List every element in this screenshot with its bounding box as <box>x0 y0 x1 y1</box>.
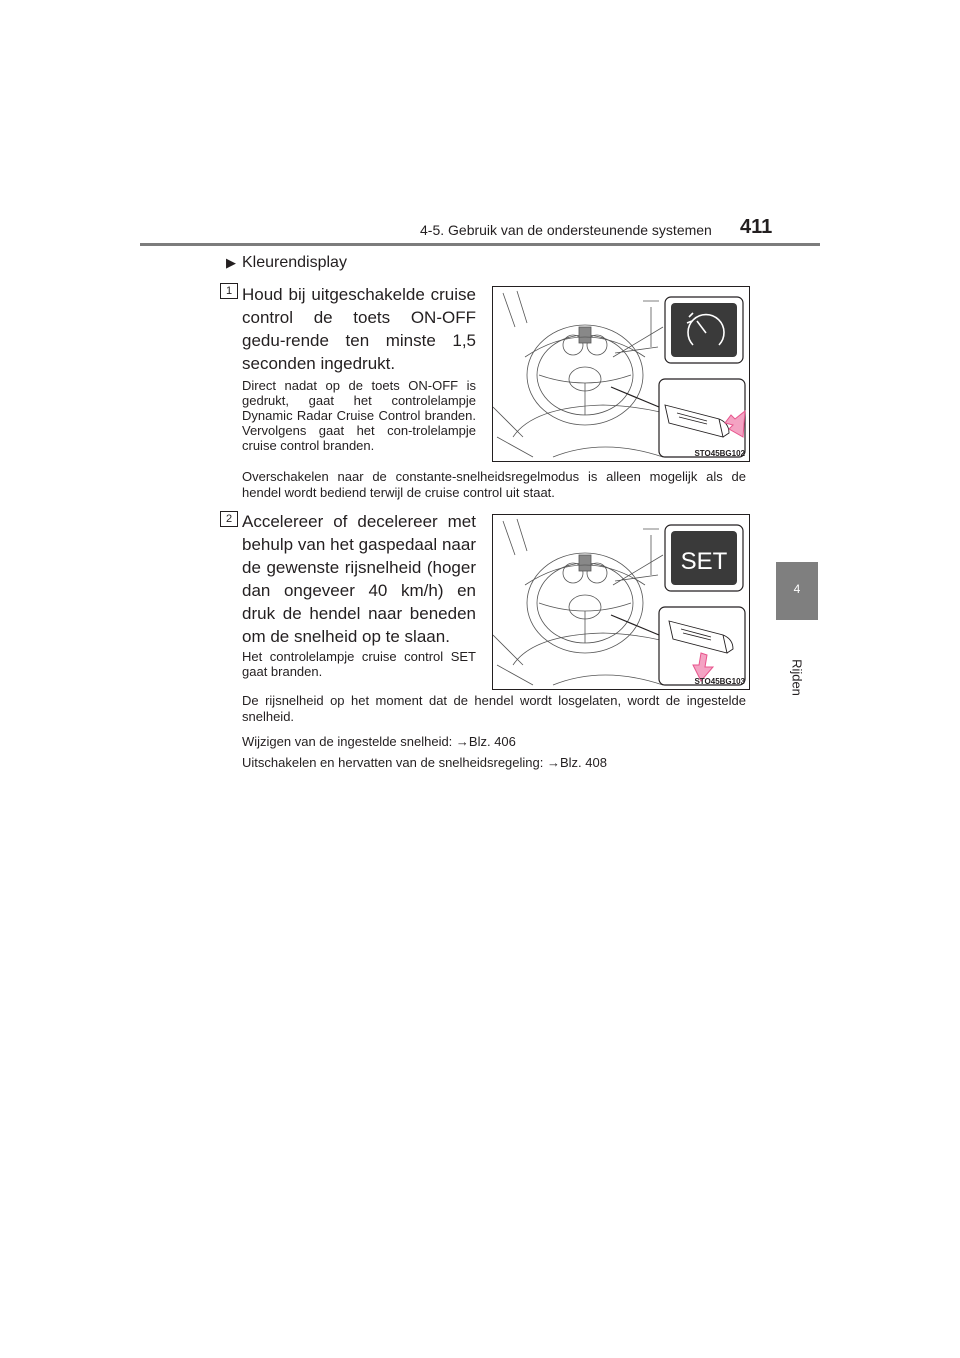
step-title: Houd bij uitgeschakelde cruise control de toets ON-OFF gedu-rende ten minste 1,5 seconden ingedrukt. <box>242 285 476 373</box>
step-title: Accelereer of decelereer met behulp van het gaspedaal naar de gewenste rijsnelheid (hoger dan ongeveer 40 km/h) en druk de hendel naar beneden om de snelheid op te slaan. <box>242 512 476 646</box>
page-number: 411 <box>740 216 773 238</box>
cross-reference: Uitschakelen en hervatten van de snelheidsregeling: →Blz. 408 <box>242 755 607 770</box>
figure-code: STO45BG102 <box>694 449 745 458</box>
step-number-box: 1 <box>220 283 238 299</box>
illustration-cruise-set <box>492 514 750 690</box>
step-after-text: De rijsnelheid op het moment dat de hendel wordt losgelaten, wordt de ingestelde snelheid. <box>242 693 746 724</box>
chapter-label-text: Rijden <box>789 659 805 696</box>
cross-reference: Wijzigen van de ingestelde snelheid: →Blz. 406 <box>242 734 516 749</box>
sub-heading-text: Kleurendisplay <box>242 254 347 271</box>
set-indicator-label: SET <box>680 548 728 575</box>
steering-wheel-illustration <box>493 515 749 689</box>
header-divider <box>140 243 820 246</box>
chapter-label <box>782 650 812 710</box>
step-note: Direct nadat op de toets ON-OFF is gedrukt, gaat het controlelampje Dynamic Radar Cruise Control branden. Vervolgens gaat het con-trolelampje cruise control branden. <box>242 378 476 453</box>
header-section-title: 4-5. Gebruik van de ondersteunende systemen <box>420 222 712 238</box>
steering-wheel-illustration <box>493 287 749 461</box>
step-number-box: 2 <box>220 511 238 527</box>
step-after-text: Overschakelen naar de constante-snelheidsregelmodus is alleen mogelijk als de hendel wordt bediend terwijl de cruise control uit staat. <box>242 469 746 500</box>
triangle-bullet-icon: ▶ <box>226 255 236 270</box>
chapter-tab <box>776 562 818 620</box>
figure-code: STO45BG103 <box>694 677 745 686</box>
illustration-cruise-on-off <box>492 286 750 462</box>
step-note: Het controlelampje cruise control SET gaat branden. <box>242 649 476 679</box>
chapter-number: 4 <box>793 582 801 596</box>
sub-heading <box>226 254 347 272</box>
